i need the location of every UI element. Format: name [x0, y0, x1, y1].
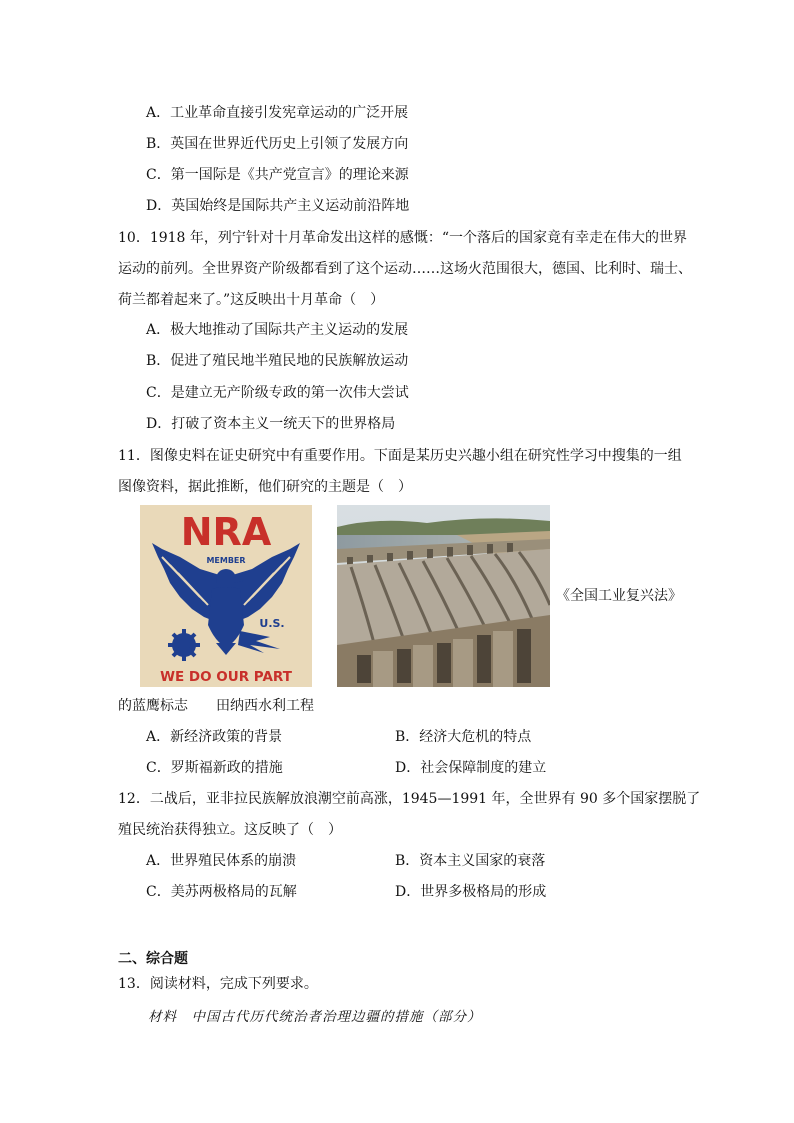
caption-left: 的蓝鹰标志 田纳西水利工程 — [118, 698, 314, 714]
q10-stem-line-3: 荷兰都着起来了。”这反映出十月革命（ ） — [118, 292, 385, 308]
q9-option-a[interactable]: A．工业革命直接引发宪章运动的广泛开展 — [146, 105, 409, 121]
q12-stem-line-1: 12．二战后，亚非拉民族解放浪潮空前高涨，1945—1991 年，全世界有 90 多个国家摆脱了 — [118, 791, 701, 807]
q11-option-b[interactable]: B．经济大危机的特点 — [395, 729, 532, 745]
q12-option-c[interactable]: C．美苏两极格局的瓦解 — [146, 884, 297, 900]
q10-option-a[interactable]: A．极大地推动了国际共产主义运动的发展 — [146, 322, 409, 338]
q12-option-a[interactable]: A．世界殖民体系的崩溃 — [146, 853, 297, 869]
nra-blue-eagle-poster — [140, 505, 312, 687]
q10-option-c[interactable]: C．是建立无产阶级专政的第一次伟大尝试 — [146, 385, 409, 401]
q12-stem-line-2: 殖民统治获得独立。这反映了（ ） — [118, 822, 342, 838]
q10-option-b[interactable]: B．促进了殖民地半殖民地的民族解放运动 — [146, 353, 409, 369]
q11-option-a[interactable]: A．新经济政策的背景 — [146, 729, 283, 745]
poster-title: NRA — [180, 510, 272, 554]
q9-option-b[interactable]: B．英国在世界近代历史上引领了发展方向 — [146, 136, 409, 152]
q12-option-b[interactable]: B．资本主义国家的衰落 — [395, 853, 546, 869]
poster-member-label: MEMBER — [206, 556, 246, 565]
q11-stem-line-1: 11．图像史料在证史研究中有重要作用。下面是某历史兴趣小组在研究性学习中搜集的一组 — [118, 448, 682, 464]
q11-option-c[interactable]: C．罗斯福新政的措施 — [146, 760, 283, 776]
q9-option-d[interactable]: D．英国始终是国际共产主义运动前沿阵地 — [146, 198, 410, 214]
q11-stem-line-2: 图像资料，据此推断，他们研究的主题是（ ） — [118, 479, 412, 495]
section-heading: 二、综合题 — [118, 951, 188, 967]
q11-option-d[interactable]: D．社会保障制度的建立 — [395, 760, 547, 776]
q12-option-d[interactable]: D．世界多极格局的形成 — [395, 884, 547, 900]
q10-stem-line-2: 运动的前列。全世界资产阶级都看到了这个运动……这场火范围很大，德国、比利时、瑞士、 — [118, 261, 692, 277]
poster-us-label: U.S. — [259, 617, 285, 630]
caption-right: 《全国工业复兴法》 — [556, 588, 682, 604]
tennessee-dam-photo — [337, 505, 550, 687]
material-title: 材料 中国古代历代统治者治理边疆的措施（部分） — [148, 1009, 482, 1025]
poster-slogan: WE DO OUR PART — [160, 669, 292, 685]
q13-stem: 13．阅读材料，完成下列要求。 — [118, 976, 318, 992]
q9-option-c[interactable]: C．第一国际是《共产党宣言》的理论来源 — [146, 167, 409, 183]
q10-stem-line-1: 10．1918 年，列宁针对十月革命发出这样的感慨：“一个落后的国家竟有幸走在伟大的世界 — [118, 230, 688, 246]
q10-option-d[interactable]: D．打破了资本主义一统天下的世界格局 — [146, 416, 396, 432]
